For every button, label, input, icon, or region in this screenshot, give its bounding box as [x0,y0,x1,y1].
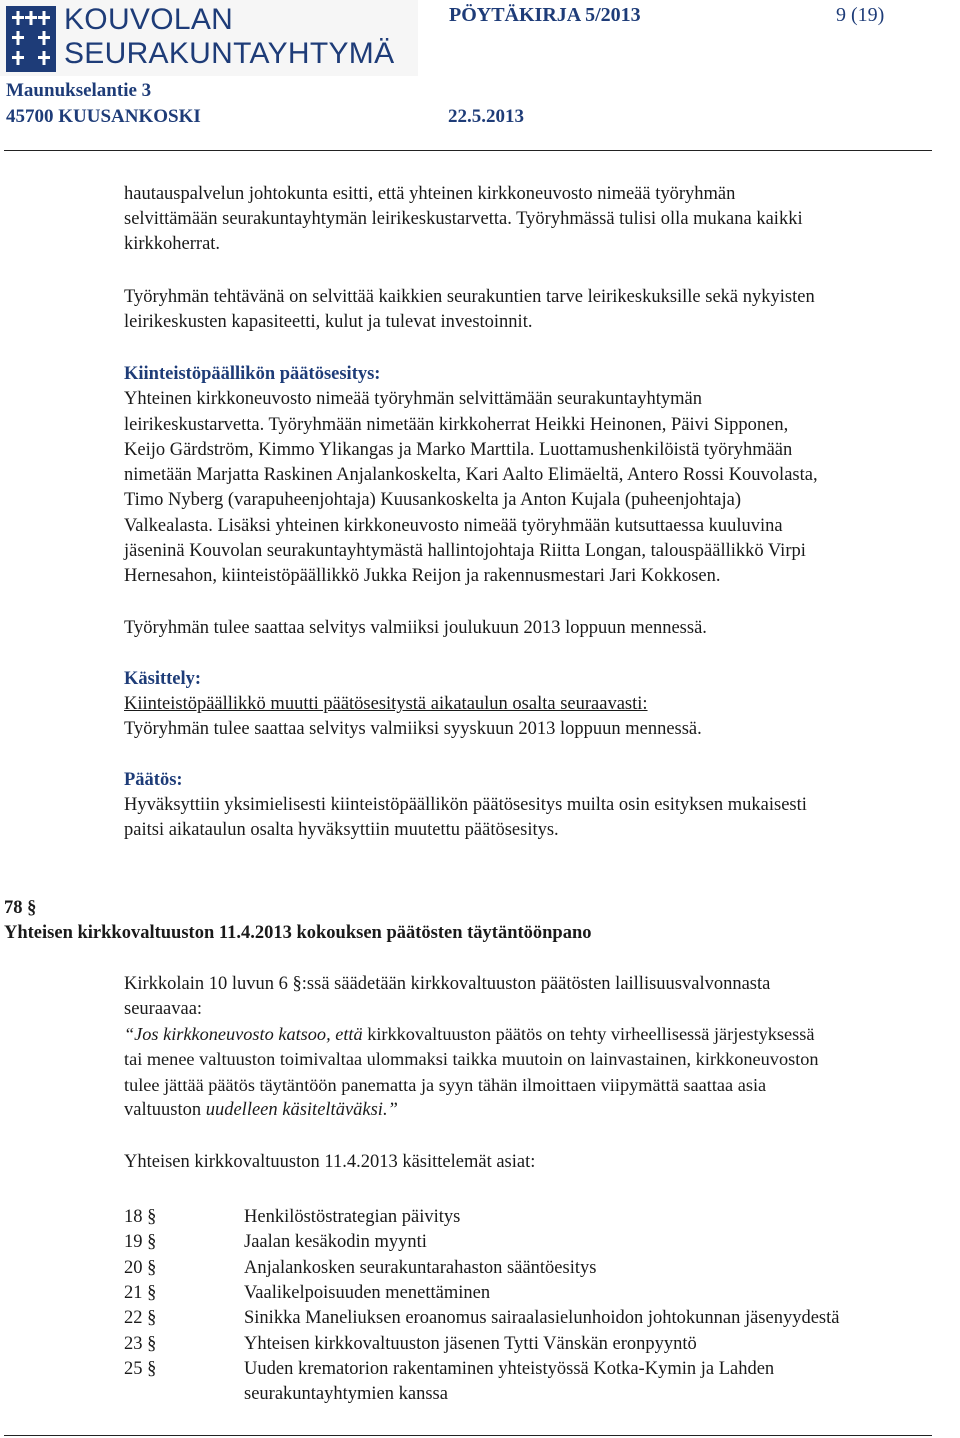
item-text: Anjalankosken seurakuntarahaston sääntöesitys [244,1258,597,1278]
paragraph-line: Yhteinen kirkkoneuvosto nimeää työryhmän selvittämään seurakuntayhtymän [124,389,702,409]
deadline-text: Työryhmän tulee saattaa selvitys valmiiksi syyskuun 2013 loppuun mennessä. [124,719,702,739]
items-intro: Yhteisen kirkkovaltuuston 11.4.2013 käsittelemät asiat: [124,1152,536,1172]
org-name-line2: SEURAKUNTAYHTYMÄ [64,37,395,70]
paragraph-line: Hernesahon, kiinteistöpäällikkö Jukka Reijon ja rakennusmestari Jari Kokkosen. [124,566,721,586]
item-text: Henkilöstöstrategian päivitys [244,1207,461,1227]
paragraph-line: Valkealasta. Lisäksi yhteinen kirkkoneuvosto nimeää työryhmään kutsuttaessa kuuluvina [124,516,783,536]
deadline-text: Työryhmän tulee saattaa selvitys valmiiksi joulukuun 2013 loppuun mennessä. [124,618,707,638]
item-number: 22 § [124,1308,157,1328]
paragraph-line: hautauspalvelun johtokunta esitti, että yhteinen kirkkoneuvosto nimeää työryhmän [124,184,736,204]
paragraph-line: Kirkkolain 10 luvun 6 §:ssä säädetään kirkkovaltuuston päätösten laillisuusvalvonnasta [124,974,771,994]
item-text: Vaalikelpoisuuden menettäminen [244,1283,491,1303]
paragraph-line: kirkkoherrat. [124,234,221,254]
paragraph-line: selvittämään seurakuntayhtymän leirikeskustarvetta. Työryhmässä tulisi olla mukana kaikki [124,209,803,229]
paragraph-line: Timo Nyberg (varapuheenjohtaja) Kuusankoskelta ja Anton Kujala (puheenjohtaja) [124,490,742,510]
quote-line: tulee jättää päätös täytäntöön panematta ja syyn tähän ilmoittaen viipymättä saattaa asia [124,1075,767,1095]
paragraph-line: jäseninä Kouvolan seurakuntayhtymästä hallintojohtaja Riitta Longan, talouspäällikkö Virpi [124,541,806,561]
proposal-heading: Kiinteistöpäällikön päätösesitys: [124,364,381,384]
item-number: 21 § [124,1283,157,1303]
item-text-continued: seurakuntayhtymien kanssa [244,1384,448,1404]
quote-end: uudelleen käsiteltäväksi.” [205,1100,398,1120]
address-street: Maunukselantie 3 [6,80,152,101]
footer-divider [4,1435,932,1436]
paragraph-line: leirikeskustarvetta. Työryhmään nimetään kirkkoherrat Heikki Heinonen, Päivi Sipponen, [124,415,789,435]
decision-heading: Päätös: [124,770,183,790]
handling-heading: Käsittely: [124,669,202,689]
header-divider [4,150,932,151]
item-number: 25 § [124,1359,157,1379]
item-text: Uuden krematorion rakentaminen yhteistyössä Kotka-Kymin ja Lahden [244,1359,775,1379]
item-number: 20 § [124,1258,157,1278]
address-city: 45700 KUUSANKOSKI [6,106,201,127]
item-text: Yhteisen kirkkovaltuuston jäsenen Tytti Vänskän eronpyyntö [244,1334,697,1354]
quote-rest: kirkkovaltuuston päätös on tehty virheellisessä järjestyksessä [362,1024,815,1044]
item-text: Jaalan kesäkodin myynti [244,1232,427,1252]
org-name-line1: KOUVOLAN [64,3,234,36]
item-number: 23 § [124,1334,157,1354]
section-title: Yhteisen kirkkovaltuuston 11.4.2013 kokouksen päätösten täytäntöönpano [4,923,592,943]
crosses-logo-icon [6,6,56,72]
page-number: 9 (19) [836,4,885,26]
item-number: 19 § [124,1232,157,1252]
section-number: 78 § [4,898,37,918]
document-date: 22.5.2013 [448,106,524,127]
handling-change: Kiinteistöpäällikkö muutti päätösesitystä aikataulun osalta seuraavasti: [124,694,648,714]
quote-plain: valtuuston [124,1100,206,1120]
quote-line [124,1022,815,1046]
quote-start: “Jos kirkkoneuvosto katsoo, että [124,1024,363,1044]
paragraph-line: nimetään Marjatta Raskinen Anjalankoskelta, Kari Aalto Elimäeltä, Antero Rossi Kouvolasta, [124,465,818,485]
paragraph-line: seuraavaa: [124,999,203,1019]
paragraph-line: Hyväksyttiin yksimielisesti kiinteistöpäällikön päätösesitys muilta osin esityksen mukaisesti [124,795,807,815]
item-number: 18 § [124,1207,157,1227]
quote-line: tai menee valtuuston toimivaltaa ulommaksi taikka muutoin on lainvastainen, kirkkoneuvoston [124,1049,819,1069]
paragraph-line: Keijo Gärdström, Kimmo Ylikangas ja Marko Marttila. Luottamushenkilöistä työryhmään [124,440,793,460]
item-text: Sinikka Maneliuksen eroanomus sairaalasielunhoidon johtokunnan jäsenyydestä [244,1308,840,1328]
document-title: PÖYTÄKIRJA 5/2013 [449,4,641,26]
paragraph-line: leirikeskusten kapasiteetti, kulut ja tulevat investoinnit. [124,312,533,332]
quote-line [124,1098,398,1122]
paragraph-line: paitsi aikataulun osalta hyväksyttiin muutettu päätösesitys. [124,820,559,840]
paragraph-line: Työryhmän tehtävänä on selvittää kaikkien seurakuntien tarve leirikeskuksille sekä nykyisten [124,287,815,307]
